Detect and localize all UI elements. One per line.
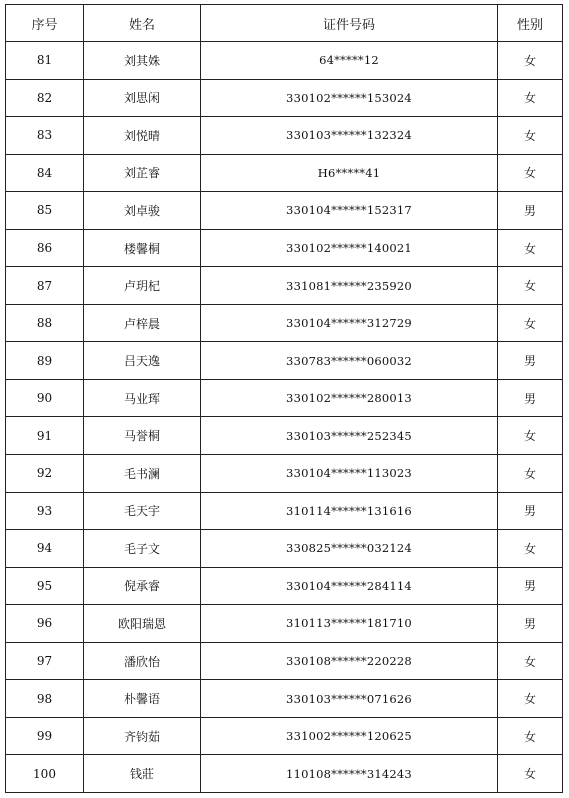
cell-name: 卢玥杞 (84, 267, 201, 305)
cell-name: 刘芷睿 (84, 154, 201, 192)
cell-id-number: 330103******252345 (201, 417, 498, 455)
cell-serial-number: 89 (6, 342, 84, 380)
table-row (6, 229, 563, 267)
cell-id-number: 330104******284114 (201, 567, 498, 605)
cell-serial-number: 93 (6, 492, 84, 530)
cell-serial-number: 92 (6, 455, 84, 493)
cell-id-number: 330103******071626 (201, 680, 498, 718)
cell-id-number: 330783******060032 (201, 342, 498, 380)
table-row (6, 192, 563, 230)
table-row (6, 492, 563, 530)
table-row (6, 642, 563, 680)
cell-serial-number: 98 (6, 680, 84, 718)
header-serial-number: 序号 (6, 5, 84, 42)
cell-serial-number: 90 (6, 379, 84, 417)
cell-id-number: 330102******140021 (201, 229, 498, 267)
cell-gender: 女 (498, 530, 563, 568)
cell-gender: 男 (498, 605, 563, 643)
header-id-number: 证件号码 (201, 5, 498, 42)
cell-gender: 女 (498, 42, 563, 80)
table-row (6, 717, 563, 755)
table-row (6, 530, 563, 568)
cell-name: 钱莊 (84, 755, 201, 793)
cell-name: 刘思闲 (84, 79, 201, 117)
cell-id-number: 330108******220228 (201, 642, 498, 680)
cell-id-number: 330825******032124 (201, 530, 498, 568)
cell-serial-number: 86 (6, 229, 84, 267)
cell-gender: 女 (498, 79, 563, 117)
cell-name: 刘悦晴 (84, 117, 201, 155)
cell-serial-number: 100 (6, 755, 84, 793)
cell-name: 欧阳瑞恩 (84, 605, 201, 643)
cell-name: 毛书澜 (84, 455, 201, 493)
table-row (6, 342, 563, 380)
header-gender: 性别 (498, 5, 563, 42)
roster-table (5, 4, 563, 793)
cell-gender: 女 (498, 755, 563, 793)
cell-id-number: 330104******113023 (201, 455, 498, 493)
cell-name: 吕天逸 (84, 342, 201, 380)
cell-gender: 女 (498, 229, 563, 267)
table-row (6, 154, 563, 192)
cell-gender: 女 (498, 642, 563, 680)
cell-id-number: H6*****41 (201, 154, 498, 192)
cell-gender: 女 (498, 717, 563, 755)
cell-id-number: 310114******131616 (201, 492, 498, 530)
cell-gender: 男 (498, 379, 563, 417)
table-row (6, 42, 563, 80)
cell-id-number: 330103******132324 (201, 117, 498, 155)
cell-id-number: 331002******120625 (201, 717, 498, 755)
table-row (6, 304, 563, 342)
cell-name: 齐钧茹 (84, 717, 201, 755)
cell-gender: 女 (498, 154, 563, 192)
cell-gender: 女 (498, 267, 563, 305)
cell-id-number: 330102******153024 (201, 79, 498, 117)
cell-name: 楼馨桐 (84, 229, 201, 267)
header-row (6, 5, 563, 42)
cell-serial-number: 95 (6, 567, 84, 605)
cell-id-number: 331081******235920 (201, 267, 498, 305)
cell-serial-number: 96 (6, 605, 84, 643)
cell-serial-number: 81 (6, 42, 84, 80)
cell-name: 朴馨语 (84, 680, 201, 718)
cell-name: 潘欣怡 (84, 642, 201, 680)
table-row (6, 567, 563, 605)
cell-gender: 男 (498, 342, 563, 380)
cell-id-number: 110108******314243 (201, 755, 498, 793)
cell-id-number: 330104******312729 (201, 304, 498, 342)
cell-name: 刘卓骏 (84, 192, 201, 230)
cell-name: 倪承睿 (84, 567, 201, 605)
cell-serial-number: 85 (6, 192, 84, 230)
cell-serial-number: 99 (6, 717, 84, 755)
table-row (6, 417, 563, 455)
table-row (6, 267, 563, 305)
cell-name: 马誉桐 (84, 417, 201, 455)
table-row (6, 605, 563, 643)
cell-gender: 女 (498, 304, 563, 342)
cell-gender: 女 (498, 680, 563, 718)
cell-serial-number: 82 (6, 79, 84, 117)
cell-gender: 男 (498, 567, 563, 605)
cell-name: 刘其姝 (84, 42, 201, 80)
cell-gender: 女 (498, 417, 563, 455)
cell-serial-number: 87 (6, 267, 84, 305)
cell-serial-number: 88 (6, 304, 84, 342)
table-row (6, 455, 563, 493)
cell-id-number: 330102******280013 (201, 379, 498, 417)
cell-gender: 女 (498, 455, 563, 493)
cell-serial-number: 83 (6, 117, 84, 155)
cell-name: 毛子文 (84, 530, 201, 568)
cell-name: 卢梓晨 (84, 304, 201, 342)
header-name: 姓名 (84, 5, 201, 42)
roster-sheet (5, 4, 562, 793)
table-row (6, 755, 563, 793)
table-row (6, 379, 563, 417)
table-row (6, 680, 563, 718)
cell-id-number: 64*****12 (201, 42, 498, 80)
cell-serial-number: 91 (6, 417, 84, 455)
table-row (6, 79, 563, 117)
cell-serial-number: 84 (6, 154, 84, 192)
cell-id-number: 310113******181710 (201, 605, 498, 643)
table-row (6, 117, 563, 155)
cell-gender: 男 (498, 192, 563, 230)
cell-gender: 女 (498, 117, 563, 155)
cell-id-number: 330104******152317 (201, 192, 498, 230)
cell-serial-number: 97 (6, 642, 84, 680)
cell-name: 马业珲 (84, 379, 201, 417)
cell-gender: 男 (498, 492, 563, 530)
cell-name: 毛天宇 (84, 492, 201, 530)
cell-serial-number: 94 (6, 530, 84, 568)
